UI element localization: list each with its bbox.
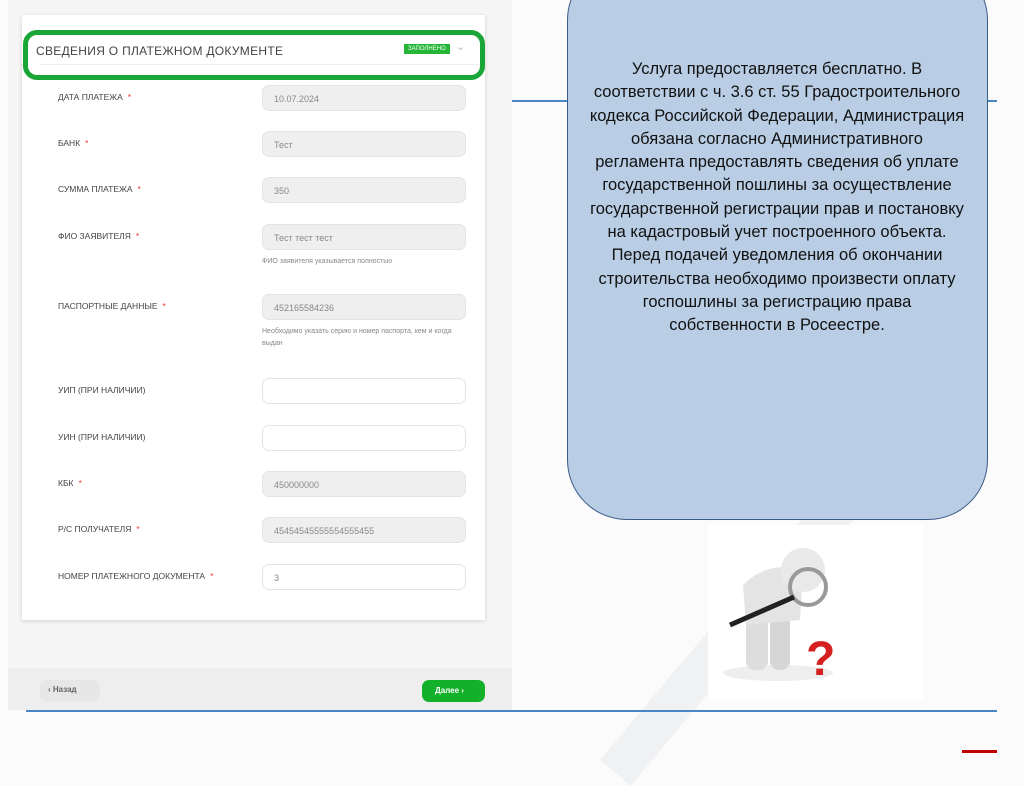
divider-bottom <box>26 710 997 712</box>
section-title[interactable]: СВЕДЕНИЯ О ПЛАТЕЖНОМ ДОКУМЕНТЕ <box>36 44 284 58</box>
field-hint: Необходимо указать серию и номер паспорта, кем и когда выдан <box>262 328 452 347</box>
field-input[interactable]: 45454545555554555455 <box>262 517 466 543</box>
required-mark: * <box>127 92 132 102</box>
field-label: СУММА ПЛАТЕЖА * <box>58 184 141 194</box>
field-label: НОМЕР ПЛАТЕЖНОГО ДОКУМЕНТА * <box>58 571 214 581</box>
magnifier-person-illustration <box>708 525 923 700</box>
field-label: ПАСПОРТНЫЕ ДАННЫЕ * <box>58 301 166 311</box>
chevron-left-icon: ‹ <box>48 685 53 694</box>
field-input[interactable]: Тест тест тест <box>262 224 466 250</box>
field-hint: ФИО заявителя указывается полностью <box>262 258 393 265</box>
required-mark: * <box>162 301 166 311</box>
callout-text: Услуга предоставляется бесплатно. В соответствии с ч. 3.6 ст. 55 Градостроительного кодекса Российской Федерации, Администрация обязана согласно Административного регламента предоставлять сведения об уплате государственной пошлины за осуществление государственной регистрации прав и постановку на кадастровый учет построенного объекта. Перед подачей уведомления об окончании строительства необходимо произвести оплату госпошлины за регистрацию права собственности в Росеестре. <box>589 60 965 335</box>
required-mark: * <box>210 571 214 581</box>
required-mark: * <box>137 184 141 194</box>
field-input[interactable]: 452165584236 <box>262 294 466 320</box>
chevron-down-icon[interactable]: ⌄ <box>456 41 466 53</box>
field-label: КБК * <box>58 478 82 488</box>
required-mark: * <box>78 478 82 488</box>
field-label: УИП (ПРИ НАЛИЧИИ) <box>58 385 146 395</box>
field-input[interactable]: 3 <box>262 564 466 590</box>
back-button[interactable]: ‹ Назад <box>40 680 100 701</box>
required-mark: * <box>136 524 140 534</box>
next-button[interactable]: Далее › <box>422 680 485 702</box>
field-input[interactable]: 10.07.2024 <box>262 85 466 111</box>
status-badge: ЗАПОЛНЕНО <box>404 44 450 54</box>
field-label: УИН (ПРИ НАЛИЧИИ) <box>58 432 146 442</box>
required-mark: * <box>135 231 140 241</box>
field-input[interactable]: 350 <box>262 177 466 203</box>
field-input[interactable] <box>262 378 466 404</box>
field-label: БАНК * <box>58 138 89 148</box>
highlight-frame <box>23 30 485 80</box>
field-label: ДАТА ПЛАТЕЖА * <box>58 92 132 102</box>
field-label: Р/С ПОЛУЧАТЕЛЯ * <box>58 524 140 534</box>
required-mark: * <box>85 138 89 148</box>
field-input[interactable]: Тест <box>262 131 466 157</box>
chevron-right-icon: › <box>459 686 464 695</box>
red-accent-mark <box>962 750 997 753</box>
field-input[interactable] <box>262 425 466 451</box>
field-label: ФИО ЗАЯВИТЕЛЯ * <box>58 231 140 241</box>
svg-text:?: ? <box>806 633 836 686</box>
field-input[interactable]: 450000000 <box>262 471 466 497</box>
